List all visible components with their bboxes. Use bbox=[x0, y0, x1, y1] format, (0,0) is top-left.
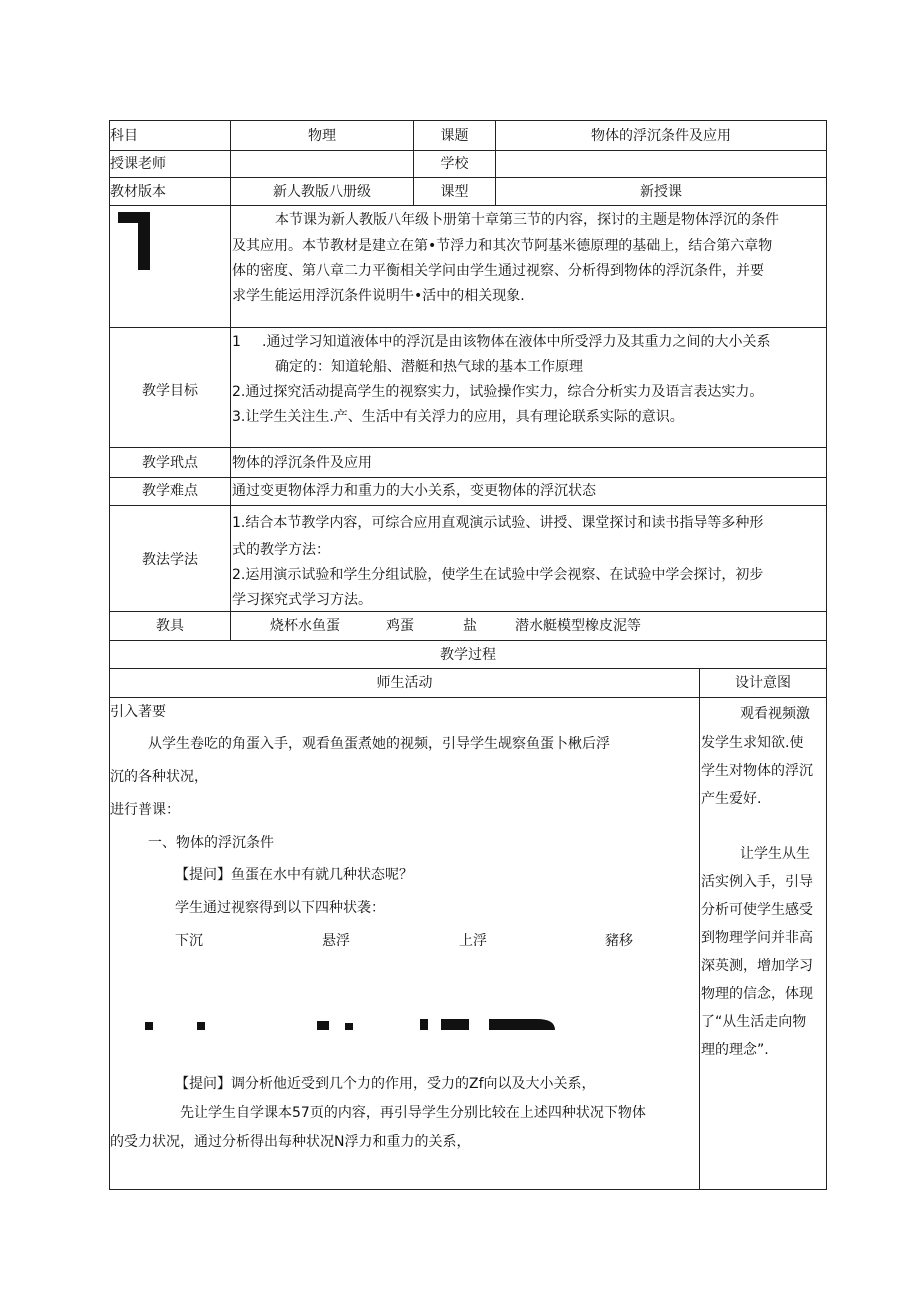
activity-paragraph: 从学生卷吃的角蛋入手，观看鱼蛋煮她的视频，引导学生觇察鱼蛋卜楸后浮 bbox=[148, 736, 610, 752]
process-title: 教学过程 bbox=[440, 647, 496, 663]
type-value: 新授课 bbox=[640, 184, 682, 200]
state-sink: 下沉 bbox=[175, 933, 203, 949]
edition-label: 教材版本 bbox=[110, 184, 166, 200]
subject-value: 物理 bbox=[308, 128, 336, 144]
design-note: 了“从生活走向物 bbox=[701, 1014, 807, 1030]
difficulty-label: 教学难点 bbox=[142, 483, 198, 499]
key-point-value: 物体的浮沉条件及应用 bbox=[232, 455, 372, 471]
school-label: 学校 bbox=[440, 156, 469, 172]
analysis-line-4: 求学生能运用浮沉条件说明牛•活中的相关现象. bbox=[232, 288, 525, 304]
goals-line-3: 2.通过探究活动提高学生的视察实力，试验操作实力，综合分析实力及语言表达实力。 bbox=[232, 384, 764, 400]
activity-paragraph: 进行普课： bbox=[110, 802, 180, 818]
activity-paragraph: 的受力状况，通过分析得出每种状况N浮力和重力的关系， bbox=[110, 1134, 471, 1150]
topic-value: 物体的浮沉条件及应用 bbox=[591, 128, 731, 144]
intro-heading: 引入著要 bbox=[110, 704, 166, 720]
methods-line-1: 1.结合本节教学内容，可综合应用直观演示试验、讲授、课堂探讨和读书指导等多种形 bbox=[232, 515, 764, 531]
methods-label: 教法学法 bbox=[142, 552, 198, 568]
design-note: 深英测，增加学习 bbox=[701, 958, 813, 974]
goals-line-1: .通过学习知道液体中的浮沉是由该物体在液体中所受浮力及其重力之间的大小关系 bbox=[262, 334, 771, 350]
goals-label: 教学目标 bbox=[142, 383, 198, 399]
observation-text: 学生通过视察得到以下四种状袭： bbox=[175, 900, 385, 916]
methods-line-3: 2.运用演示试验和学生分组试脸，使学生在试验中学会视察、在试验中学会探讨，初步 bbox=[232, 567, 764, 583]
analysis-line-2: 及其应用。本节教材是建立在第•节浮力和其次节阿基米德原理的基础上，结合第六章物 bbox=[232, 238, 773, 254]
tool-item: 盐 bbox=[463, 618, 477, 634]
tool-item: 潜水艇模型橡皮泥等 bbox=[515, 618, 641, 634]
analysis-line-3: 体的密度、第八章二力平衡相关学问由学生通过视察、分析得到物体的浮沉条件，并要 bbox=[232, 263, 764, 279]
subject-label: 科目 bbox=[110, 128, 138, 144]
design-note: 分析可使学生感受 bbox=[701, 902, 813, 918]
design-note: 让学生从生 bbox=[740, 846, 810, 862]
topic-label: 课题 bbox=[440, 128, 469, 144]
egg-states-figure bbox=[145, 1018, 565, 1030]
goals-line-num: 1 bbox=[232, 334, 241, 350]
goals-line-4: 3.让学生关注生.产、生活中有关浮力的应用，具有理论联系实际的意识。 bbox=[232, 409, 684, 425]
section-heading: 一、物体的浮沉条件 bbox=[148, 835, 274, 851]
design-note: 理的理念”. bbox=[701, 1042, 769, 1058]
question-2: 【提问】调分析他近受到几个力的作用，受力的Zf向以及大小关系， bbox=[175, 1076, 596, 1092]
goals-line-2: 确定的：知道轮船、潜艇和热气球的基本工作原理 bbox=[275, 359, 583, 375]
teacher-label: 授课老师 bbox=[110, 156, 166, 172]
tools-label: 教具 bbox=[156, 618, 184, 634]
difficulty-value: 通过变更物体浮力和重力的大小关系，变更物体的浮沉状态 bbox=[232, 483, 596, 499]
design-note: 产生爱好. bbox=[701, 791, 762, 807]
methods-line-4: 学习探究式学习方法。 bbox=[232, 592, 372, 608]
col-activity-header: 师生活动 bbox=[376, 675, 433, 691]
edition-value: 新人教版八册级 bbox=[273, 184, 371, 200]
state-suspend: 悬浮 bbox=[322, 933, 350, 949]
key-point-label: 教学玳点 bbox=[142, 455, 198, 471]
design-note: 学生对物体的浮沉 bbox=[701, 763, 813, 779]
tool-item: 烧杯水鱼蛋 bbox=[270, 618, 340, 634]
methods-line-2: 式的教学方法： bbox=[232, 542, 330, 558]
activity-paragraph: 先让学生自学课本57页的内容，再引导学生分别比较在上述四种状况下物体 bbox=[180, 1105, 646, 1121]
state-float: 豬移 bbox=[605, 933, 633, 949]
state-rise: 上浮 bbox=[459, 933, 487, 949]
analysis-line-1: 本节课为新人教版八年级卜册第十章第三节的内容，探讨的主题是物体浮沉的条件 bbox=[275, 212, 779, 228]
design-note: 观看视频激 bbox=[740, 706, 810, 722]
activity-paragraph: 沉的各种状况， bbox=[110, 769, 208, 785]
rotated-label-glyph bbox=[118, 212, 150, 270]
tool-item: 鸡蛋 bbox=[386, 618, 414, 634]
question-1: 【提问】鱼蛋在水中有就几种状态呢？ bbox=[175, 867, 413, 883]
design-note: 物理的信念，体现 bbox=[701, 986, 813, 1002]
col-design-header: 设计意图 bbox=[735, 675, 791, 691]
design-note: 活实例入手，引导 bbox=[701, 874, 813, 890]
design-note: 发学生求知欲.使 bbox=[701, 735, 804, 751]
design-note: 到物理学问并非高 bbox=[701, 930, 813, 946]
type-label: 课型 bbox=[440, 184, 469, 200]
